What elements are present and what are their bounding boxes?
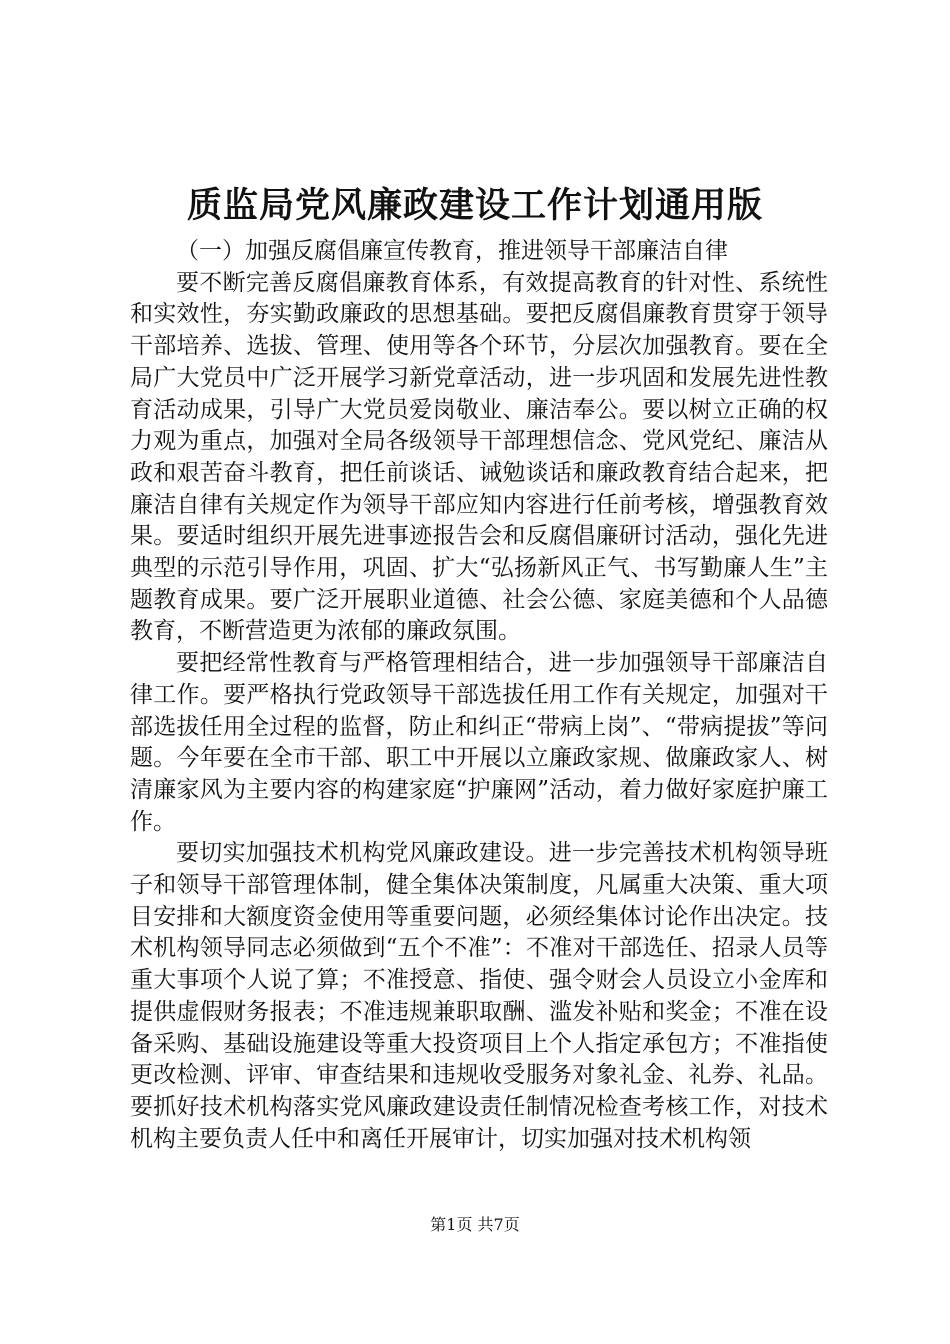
paragraph-3: 要切实加强技术机构党风廉政建设。进一步完善技术机构领导班子和领导干部管理体制，健全集体决策制度，凡属重大决策、重大项目安排和大额度资金使用等重要问题，必须经集体讨论作出决定。技术机构领导同志必须做到“五个不准”：不准对干部选任、招录人员等重大事项个人说了算；不准授意、指使、强令财会人员设立小金库和提供虚假财务报表；不准违规兼职取酬、滥发补贴和奖金；不准在设备采购、基础设施建设等重大投资项目上个人指定承包方；不准指使更改检测、评审、审查结果和违规收受服务对象礼金、礼券、礼品。要抓好技术机构落实党风廉政建设责任制情况检查考核工作，对技术机构主要负责人任中和离任开展审计，切实加强对技术机构领 <box>130 840 828 1152</box>
document-body <box>130 236 828 1155</box>
paragraph-2: 要把经常性教育与严格管理相结合，进一步加强领导干部廉洁自律工作。要严格执行党政领导干部选拔任用工作有关规定，加强对干部选拔任用全过程的监督，防止和纠正“带病上岗”、“带病提拔”等问题。今年要在全市干部、职工中开展以立廉政家规、做廉政家人、树清廉家风为主要内容的构建家庭“护廉网”活动，着力做好家庭护廉工作。 <box>130 650 828 835</box>
section-heading: （一）加强反腐倡廉宣传教育，推进领导干部廉洁自律 <box>176 238 728 264</box>
paragraph-1: 要不断完善反腐倡廉教育体系，有效提高教育的针对性、系统性和实效性，夯实勤政廉政的思想基础。要把反腐倡廉教育贯穿于领导干部培养、选拔、管理、使用等各个环节，分层次加强教育。要在全局广大党员中广泛开展学习新党章活动，进一步巩固和发展先进性教育活动成果，引导广大党员爱岗敬业、廉洁奉公。要以树立正确的权力观为重点，加强对全局各级领导干部理想信念、党风党纪、廉洁从政和艰苦奋斗教育，把任前谈话、诫勉谈话和廉政教育结合起来，把廉洁自律有关规定作为领导干部应知内容进行任前考核，增强教育效果。要适时组织开展先进事迹报告会和反腐倡廉研讨活动，强化先进典型的示范引导作用，巩固、扩大“弘扬新风正气、书写勤廉人生”主题教育成果。要广泛开展职业道德、社会公德、家庭美德和个人品德教育，不断营造更为浓郁的廉政氛围。 <box>130 269 828 645</box>
page-total: 共7页 <box>477 1215 520 1234</box>
page-footer <box>0 1214 950 1236</box>
page-number: 第1页 <box>430 1215 473 1234</box>
document-title: 质监局党风廉政建设工作计划通用版 <box>186 185 763 226</box>
